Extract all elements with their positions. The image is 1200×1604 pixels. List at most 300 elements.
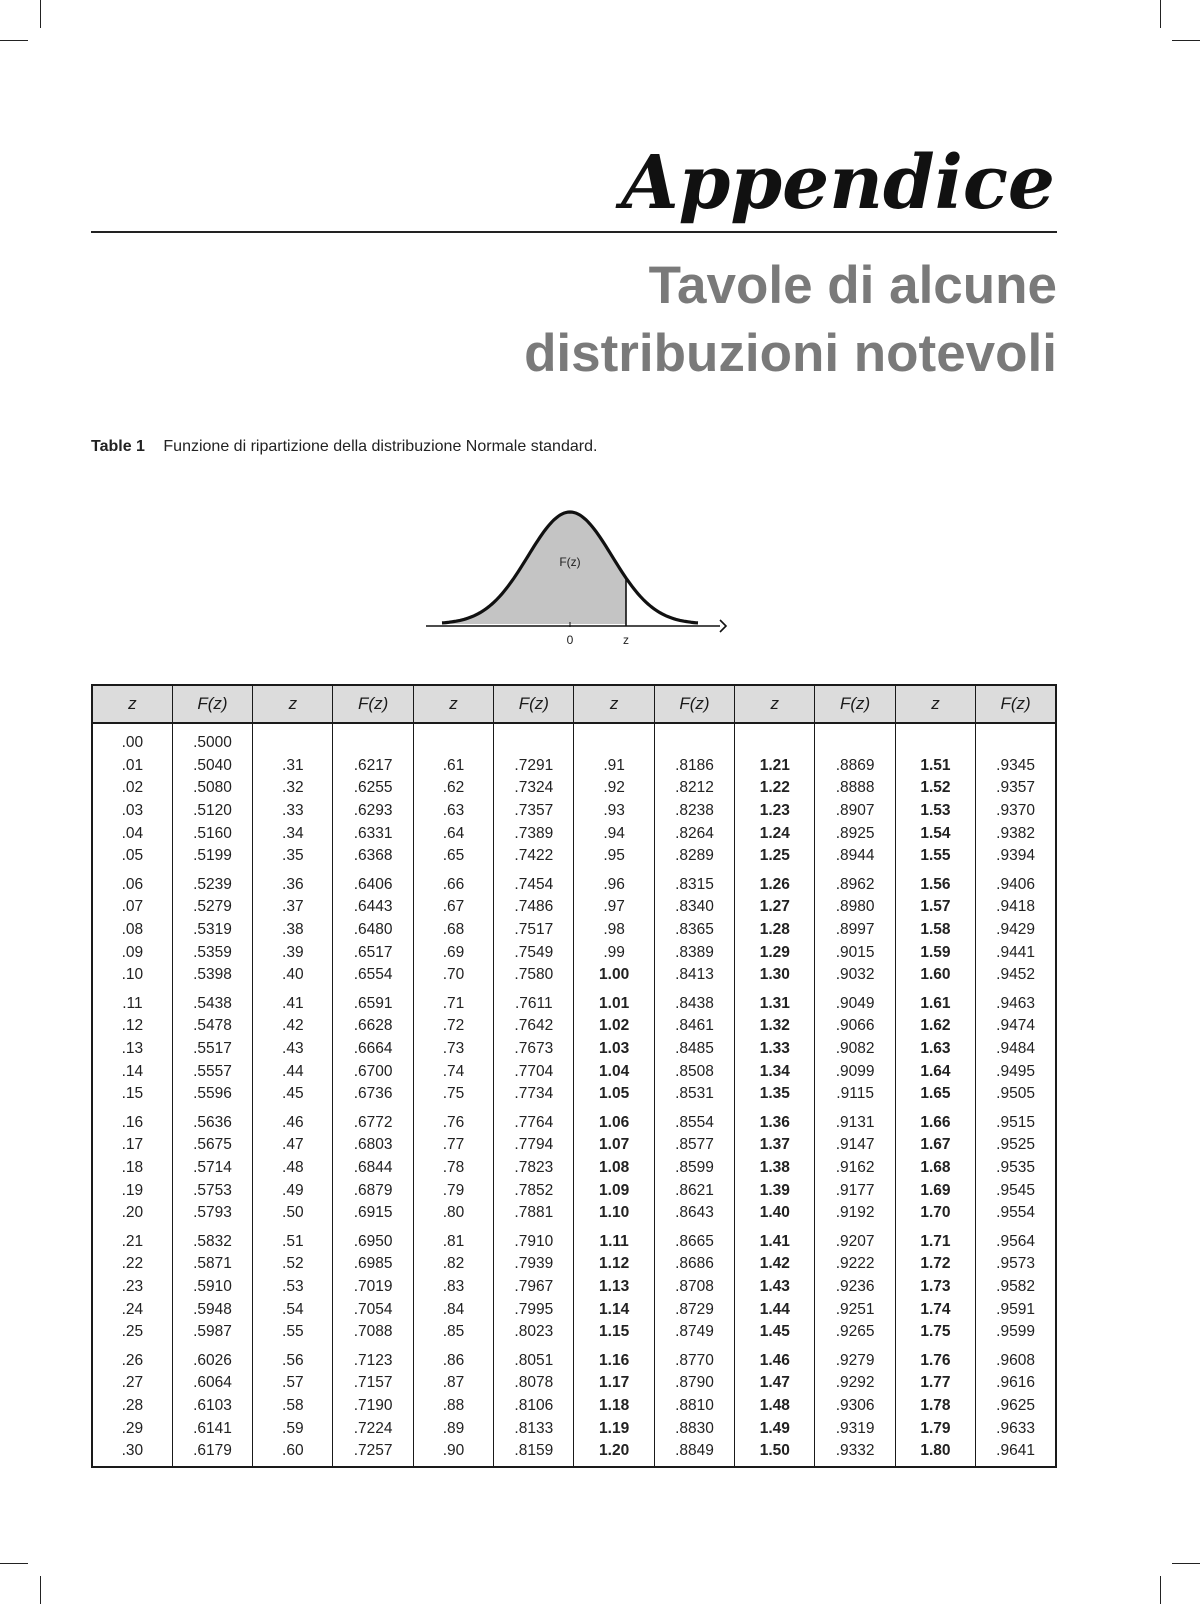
fz-cell: .9357 [976, 777, 1056, 800]
fz-cell: .5793 [172, 1202, 252, 1225]
z-cell: 1.24 [735, 822, 815, 845]
z-cell: .24 [121, 1300, 144, 1318]
fz-cell: .8413 [654, 964, 734, 987]
fz-cell: .9236 [815, 1276, 895, 1299]
fz-cell: .9394 [976, 845, 1056, 868]
z-cell: .67 [413, 896, 493, 919]
z-cell: .96 [574, 868, 654, 897]
z-cell: .72 [413, 1015, 493, 1038]
fz-cell: .6915 [333, 1202, 413, 1225]
z-cell: .95 [574, 845, 654, 868]
z-cell: .08 [121, 921, 144, 939]
fz-cell: .8159 [494, 1440, 574, 1468]
z-cell: 1.37 [735, 1134, 815, 1157]
z-cell: .71 [413, 987, 493, 1016]
z-cell: .61 [413, 755, 493, 778]
area-label: F(z) [559, 555, 581, 569]
z-cell: 1.73 [895, 1276, 975, 1299]
z-cell: 1.08 [574, 1157, 654, 1180]
z-cell: 1.11 [574, 1224, 654, 1253]
z-cell: 1.15 [574, 1321, 654, 1344]
fz-cell: .9525 [976, 1134, 1056, 1157]
column-header-z: z [413, 685, 493, 723]
z-cell: .06 [121, 875, 144, 893]
z-cell: .83 [413, 1276, 493, 1299]
z-cell: .04 [121, 824, 144, 842]
fz-cell: .8485 [654, 1038, 734, 1061]
z-cell: 1.38 [735, 1157, 815, 1180]
z-cell: .31 [253, 755, 333, 778]
z-cell: .30 [121, 1442, 144, 1460]
z-cell: .92 [574, 777, 654, 800]
fz-cell: .7454 [494, 868, 574, 897]
fz-cell: .9608 [976, 1343, 1056, 1372]
column-header-fz: F(z) [494, 685, 574, 723]
table-row [92, 1202, 1056, 1225]
column-header-fz: F(z) [976, 685, 1056, 723]
fz-cell: .8770 [654, 1343, 734, 1372]
table-row [92, 1224, 1056, 1253]
z-cell [735, 723, 815, 755]
fz-cell: .7157 [333, 1372, 413, 1395]
fz-cell: .8643 [654, 1202, 734, 1225]
fz-cell: .9345 [976, 755, 1056, 778]
z-cell: 1.70 [895, 1202, 975, 1225]
fz-cell: .8554 [654, 1106, 734, 1135]
z-cell: 1.58 [895, 919, 975, 942]
crop-mark [1160, 1576, 1161, 1604]
fz-cell: .8340 [654, 896, 734, 919]
z-cell: .27 [121, 1374, 144, 1392]
z-cell: 1.54 [895, 822, 975, 845]
fz-cell: .9147 [815, 1134, 895, 1157]
z-cell: 1.00 [574, 964, 654, 987]
z-cell: .99 [574, 941, 654, 964]
table-row [92, 1298, 1056, 1321]
title-rule [91, 231, 1057, 233]
z-cell: 1.64 [895, 1060, 975, 1083]
fz-cell: .8078 [494, 1372, 574, 1395]
z-cell: .69 [413, 941, 493, 964]
z-cell: 1.49 [735, 1417, 815, 1440]
fz-cell: .5000 [172, 723, 252, 755]
fz-cell: .5120 [172, 800, 252, 823]
z-cell: .07 [121, 898, 144, 916]
fz-cell: .6517 [333, 941, 413, 964]
fz-cell: .8869 [815, 755, 895, 778]
fz-cell: .9192 [815, 1202, 895, 1225]
z-cell: .57 [253, 1372, 333, 1395]
z-cell: 1.80 [895, 1440, 975, 1468]
axis-z-label: z [623, 633, 629, 647]
z-cell: .17 [121, 1136, 144, 1154]
fz-cell: .8365 [654, 919, 734, 942]
table-row [92, 1321, 1056, 1344]
z-cell: .26 [121, 1351, 144, 1369]
table-row [92, 800, 1056, 823]
normal-curve-figure [420, 470, 730, 650]
fz-cell [333, 723, 413, 755]
fz-cell: .7764 [494, 1106, 574, 1135]
z-cell: 1.32 [735, 1015, 815, 1038]
fz-cell: .5517 [172, 1038, 252, 1061]
z-cell: .46 [253, 1106, 333, 1135]
z-cell: 1.17 [574, 1372, 654, 1395]
z-cell: .15 [121, 1085, 144, 1103]
fz-cell: .9545 [976, 1179, 1056, 1202]
z-cell: .16 [121, 1113, 144, 1131]
fz-cell: .5239 [172, 868, 252, 897]
z-cell: .43 [253, 1038, 333, 1061]
table-row [92, 919, 1056, 942]
z-cell: .39 [253, 941, 333, 964]
table-row [92, 723, 1056, 755]
z-cell: 1.44 [735, 1298, 815, 1321]
table-row [92, 1060, 1056, 1083]
fz-cell: .7794 [494, 1134, 574, 1157]
fz-cell: .7734 [494, 1083, 574, 1106]
z-cell: 1.50 [735, 1440, 815, 1468]
z-cell: .38 [253, 919, 333, 942]
fz-cell: .8315 [654, 868, 734, 897]
fz-cell: .9265 [815, 1321, 895, 1344]
z-cell: .05 [121, 847, 144, 865]
z-cell: 1.02 [574, 1015, 654, 1038]
z-cell: .80 [413, 1202, 493, 1225]
fz-cell: .9279 [815, 1343, 895, 1372]
z-cell: 1.23 [735, 800, 815, 823]
fz-cell: .9463 [976, 987, 1056, 1016]
z-cell: .66 [413, 868, 493, 897]
z-cell: 1.60 [895, 964, 975, 987]
z-cell: .65 [413, 845, 493, 868]
fz-cell: .7389 [494, 822, 574, 845]
z-cell: 1.48 [735, 1395, 815, 1418]
table-row [92, 1134, 1056, 1157]
fz-cell: .8962 [815, 868, 895, 897]
fz-cell: .9591 [976, 1298, 1056, 1321]
z-cell: .45 [253, 1083, 333, 1106]
z-cell: 1.12 [574, 1253, 654, 1276]
z-cell: .73 [413, 1038, 493, 1061]
fz-cell: .8389 [654, 941, 734, 964]
fz-cell: .9406 [976, 868, 1056, 897]
z-cell: .34 [253, 822, 333, 845]
fz-cell: .5160 [172, 822, 252, 845]
z-cell: .54 [253, 1298, 333, 1321]
fz-cell [815, 723, 895, 755]
z-cell: .86 [413, 1343, 493, 1372]
fz-cell: .8264 [654, 822, 734, 845]
fz-cell [654, 723, 734, 755]
fz-cell: .6985 [333, 1253, 413, 1276]
fz-cell: .7704 [494, 1060, 574, 1083]
fz-cell: .7823 [494, 1157, 574, 1180]
fz-cell: .8830 [654, 1417, 734, 1440]
z-cell: .44 [253, 1060, 333, 1083]
fz-cell: .5948 [172, 1298, 252, 1321]
fz-cell: .9162 [815, 1157, 895, 1180]
fz-cell: .5636 [172, 1106, 252, 1135]
z-cell: 1.78 [895, 1395, 975, 1418]
z-cell: 1.31 [735, 987, 815, 1016]
z-cell: .01 [121, 756, 144, 774]
z-cell: 1.41 [735, 1224, 815, 1253]
fz-cell: .5714 [172, 1157, 252, 1180]
fz-cell: .9564 [976, 1224, 1056, 1253]
fz-cell: .8438 [654, 987, 734, 1016]
fz-cell: .8665 [654, 1224, 734, 1253]
table-caption-text: Funzione di ripartizione della distribuzione Normale standard. [163, 438, 598, 455]
z-cell: 1.28 [735, 919, 815, 942]
fz-cell: .6844 [333, 1157, 413, 1180]
fz-cell: .8289 [654, 845, 734, 868]
z-cell: .91 [574, 755, 654, 778]
fz-cell: .8577 [654, 1134, 734, 1157]
fz-cell [494, 723, 574, 755]
z-cell: 1.77 [895, 1372, 975, 1395]
z-cell: 1.55 [895, 845, 975, 868]
fz-cell: .7910 [494, 1224, 574, 1253]
z-cell: 1.57 [895, 896, 975, 919]
z-cell: .94 [574, 822, 654, 845]
z-cell: 1.61 [895, 987, 975, 1016]
crop-mark [0, 40, 28, 41]
fz-cell: .8621 [654, 1179, 734, 1202]
z-cell: .18 [121, 1158, 144, 1176]
fz-cell: .9222 [815, 1253, 895, 1276]
fz-cell: .9616 [976, 1372, 1056, 1395]
z-cell: .02 [121, 779, 144, 797]
crop-mark [40, 0, 41, 28]
fz-cell: .7123 [333, 1343, 413, 1372]
column-header-z: z [574, 685, 654, 723]
fz-cell: .6103 [172, 1395, 252, 1418]
fz-cell: .7852 [494, 1179, 574, 1202]
x-axis-arrow [720, 620, 726, 632]
fz-cell: .7054 [333, 1298, 413, 1321]
column-header-fz: F(z) [172, 685, 252, 723]
fz-cell: .9515 [976, 1106, 1056, 1135]
fz-cell: .9049 [815, 987, 895, 1016]
fz-cell: .8023 [494, 1321, 574, 1344]
z-cell: 1.22 [735, 777, 815, 800]
fz-cell: .8238 [654, 800, 734, 823]
z-cell: .58 [253, 1395, 333, 1418]
table-row [92, 1276, 1056, 1299]
fz-cell: .7881 [494, 1202, 574, 1225]
z-cell: 1.10 [574, 1202, 654, 1225]
fz-cell: .9207 [815, 1224, 895, 1253]
crop-mark [40, 1576, 41, 1604]
fz-cell: .5199 [172, 845, 252, 868]
fz-cell: .8133 [494, 1417, 574, 1440]
fz-cell: .9306 [815, 1395, 895, 1418]
fz-cell: .5871 [172, 1253, 252, 1276]
crop-mark [1172, 40, 1200, 41]
fz-cell: .8708 [654, 1276, 734, 1299]
table-row [92, 987, 1056, 1016]
z-cell: 1.66 [895, 1106, 975, 1135]
fz-cell: .9625 [976, 1395, 1056, 1418]
z-cell: 1.13 [574, 1276, 654, 1299]
table-caption [91, 438, 597, 456]
z-cell: 1.40 [735, 1202, 815, 1225]
fz-cell: .6331 [333, 822, 413, 845]
fz-cell: .9495 [976, 1060, 1056, 1083]
page-subtitle [524, 252, 1057, 388]
z-cell: 1.43 [735, 1276, 815, 1299]
z-cell: 1.53 [895, 800, 975, 823]
z-cell: 1.68 [895, 1157, 975, 1180]
z-cell: .84 [413, 1298, 493, 1321]
fz-cell: .5557 [172, 1060, 252, 1083]
table-row [92, 1106, 1056, 1135]
z-cell: .50 [253, 1202, 333, 1225]
table-row [92, 964, 1056, 987]
fz-cell: .9332 [815, 1440, 895, 1468]
z-cell: .77 [413, 1134, 493, 1157]
fz-cell: .6700 [333, 1060, 413, 1083]
z-cell: .90 [413, 1440, 493, 1468]
z-cell: 1.63 [895, 1038, 975, 1061]
z-cell [574, 723, 654, 755]
fz-cell: .9582 [976, 1276, 1056, 1299]
fz-cell: .7642 [494, 1015, 574, 1038]
column-header-z: z [92, 685, 172, 723]
z-cell: .41 [253, 987, 333, 1016]
fz-cell: .8749 [654, 1321, 734, 1344]
fz-cell: .5319 [172, 919, 252, 942]
crop-mark [1160, 0, 1161, 28]
z-cell: .47 [253, 1134, 333, 1157]
fz-cell: .9015 [815, 941, 895, 964]
z-cell: 1.62 [895, 1015, 975, 1038]
z-cell: 1.21 [735, 755, 815, 778]
z-cell: .23 [121, 1277, 144, 1295]
z-cell: .36 [253, 868, 333, 897]
z-cell: .37 [253, 896, 333, 919]
fz-cell: .8531 [654, 1083, 734, 1106]
z-cell: 1.09 [574, 1179, 654, 1202]
z-cell: 1.01 [574, 987, 654, 1016]
z-cell: 1.42 [735, 1253, 815, 1276]
table-row [92, 868, 1056, 897]
table-row [92, 1179, 1056, 1202]
z-cell: 1.71 [895, 1224, 975, 1253]
z-cell: 1.33 [735, 1038, 815, 1061]
z-cell: .93 [574, 800, 654, 823]
subtitle-line: Tavole di alcune [648, 256, 1057, 315]
fz-cell: .5279 [172, 896, 252, 919]
fz-cell: .8106 [494, 1395, 574, 1418]
fz-cell: .5438 [172, 987, 252, 1016]
z-cell: .48 [253, 1157, 333, 1180]
z-cell: .62 [413, 777, 493, 800]
fz-cell: .7517 [494, 919, 574, 942]
table-row [92, 755, 1056, 778]
fz-cell: .7939 [494, 1253, 574, 1276]
fz-cell: .8888 [815, 777, 895, 800]
fz-cell: .8186 [654, 755, 734, 778]
fz-cell: .6950 [333, 1224, 413, 1253]
z-cell: 1.06 [574, 1106, 654, 1135]
table-row [92, 1253, 1056, 1276]
z-cell: .22 [121, 1255, 144, 1273]
fz-cell: .5910 [172, 1276, 252, 1299]
z-cell: 1.74 [895, 1298, 975, 1321]
table-row [92, 1395, 1056, 1418]
table-row [92, 1372, 1056, 1395]
z-cell: .97 [574, 896, 654, 919]
z-cell: .09 [121, 943, 144, 961]
table-row [92, 896, 1056, 919]
z-cell: .35 [253, 845, 333, 868]
z-cell: .87 [413, 1372, 493, 1395]
fz-cell: .8907 [815, 800, 895, 823]
normal-cdf-table [91, 684, 1057, 1468]
z-cell: .29 [121, 1419, 144, 1437]
z-cell: 1.04 [574, 1060, 654, 1083]
z-cell: .88 [413, 1395, 493, 1418]
fz-cell: .6480 [333, 919, 413, 942]
z-cell: .49 [253, 1179, 333, 1202]
fz-cell: .7088 [333, 1321, 413, 1344]
column-header-fz: F(z) [654, 685, 734, 723]
column-header-fz: F(z) [815, 685, 895, 723]
fz-cell: .8944 [815, 845, 895, 868]
fz-cell: .8599 [654, 1157, 734, 1180]
z-cell: 1.69 [895, 1179, 975, 1202]
fz-cell: .7995 [494, 1298, 574, 1321]
fz-cell: .9429 [976, 919, 1056, 942]
fz-cell: .9382 [976, 822, 1056, 845]
fz-cell: .9474 [976, 1015, 1056, 1038]
cdf-shaded-area [442, 512, 626, 624]
z-cell: 1.03 [574, 1038, 654, 1061]
fz-cell: .6803 [333, 1134, 413, 1157]
fz-cell: .9633 [976, 1417, 1056, 1440]
fz-cell: .7224 [333, 1417, 413, 1440]
table-row [92, 1083, 1056, 1106]
fz-cell: .7549 [494, 941, 574, 964]
fz-cell: .6179 [172, 1440, 252, 1468]
z-cell: .76 [413, 1106, 493, 1135]
fz-cell: .5398 [172, 964, 252, 987]
fz-cell: .9177 [815, 1179, 895, 1202]
z-cell: .98 [574, 919, 654, 942]
z-cell: .74 [413, 1060, 493, 1083]
table-row [92, 1343, 1056, 1372]
z-cell: 1.20 [574, 1440, 654, 1468]
fz-cell: .8849 [654, 1440, 734, 1468]
z-cell: 1.34 [735, 1060, 815, 1083]
fz-cell: .8810 [654, 1395, 734, 1418]
z-cell [413, 723, 493, 755]
table-row [92, 777, 1056, 800]
fz-cell: .6368 [333, 845, 413, 868]
z-cell: 1.79 [895, 1417, 975, 1440]
z-cell: .63 [413, 800, 493, 823]
fz-cell: .9484 [976, 1038, 1056, 1061]
z-cell: .00 [121, 734, 144, 752]
z-cell: .14 [121, 1062, 144, 1080]
fz-cell: .9099 [815, 1060, 895, 1083]
fz-cell: .6443 [333, 896, 413, 919]
fz-cell: .8997 [815, 919, 895, 942]
column-header-z: z [895, 685, 975, 723]
table-row [92, 822, 1056, 845]
